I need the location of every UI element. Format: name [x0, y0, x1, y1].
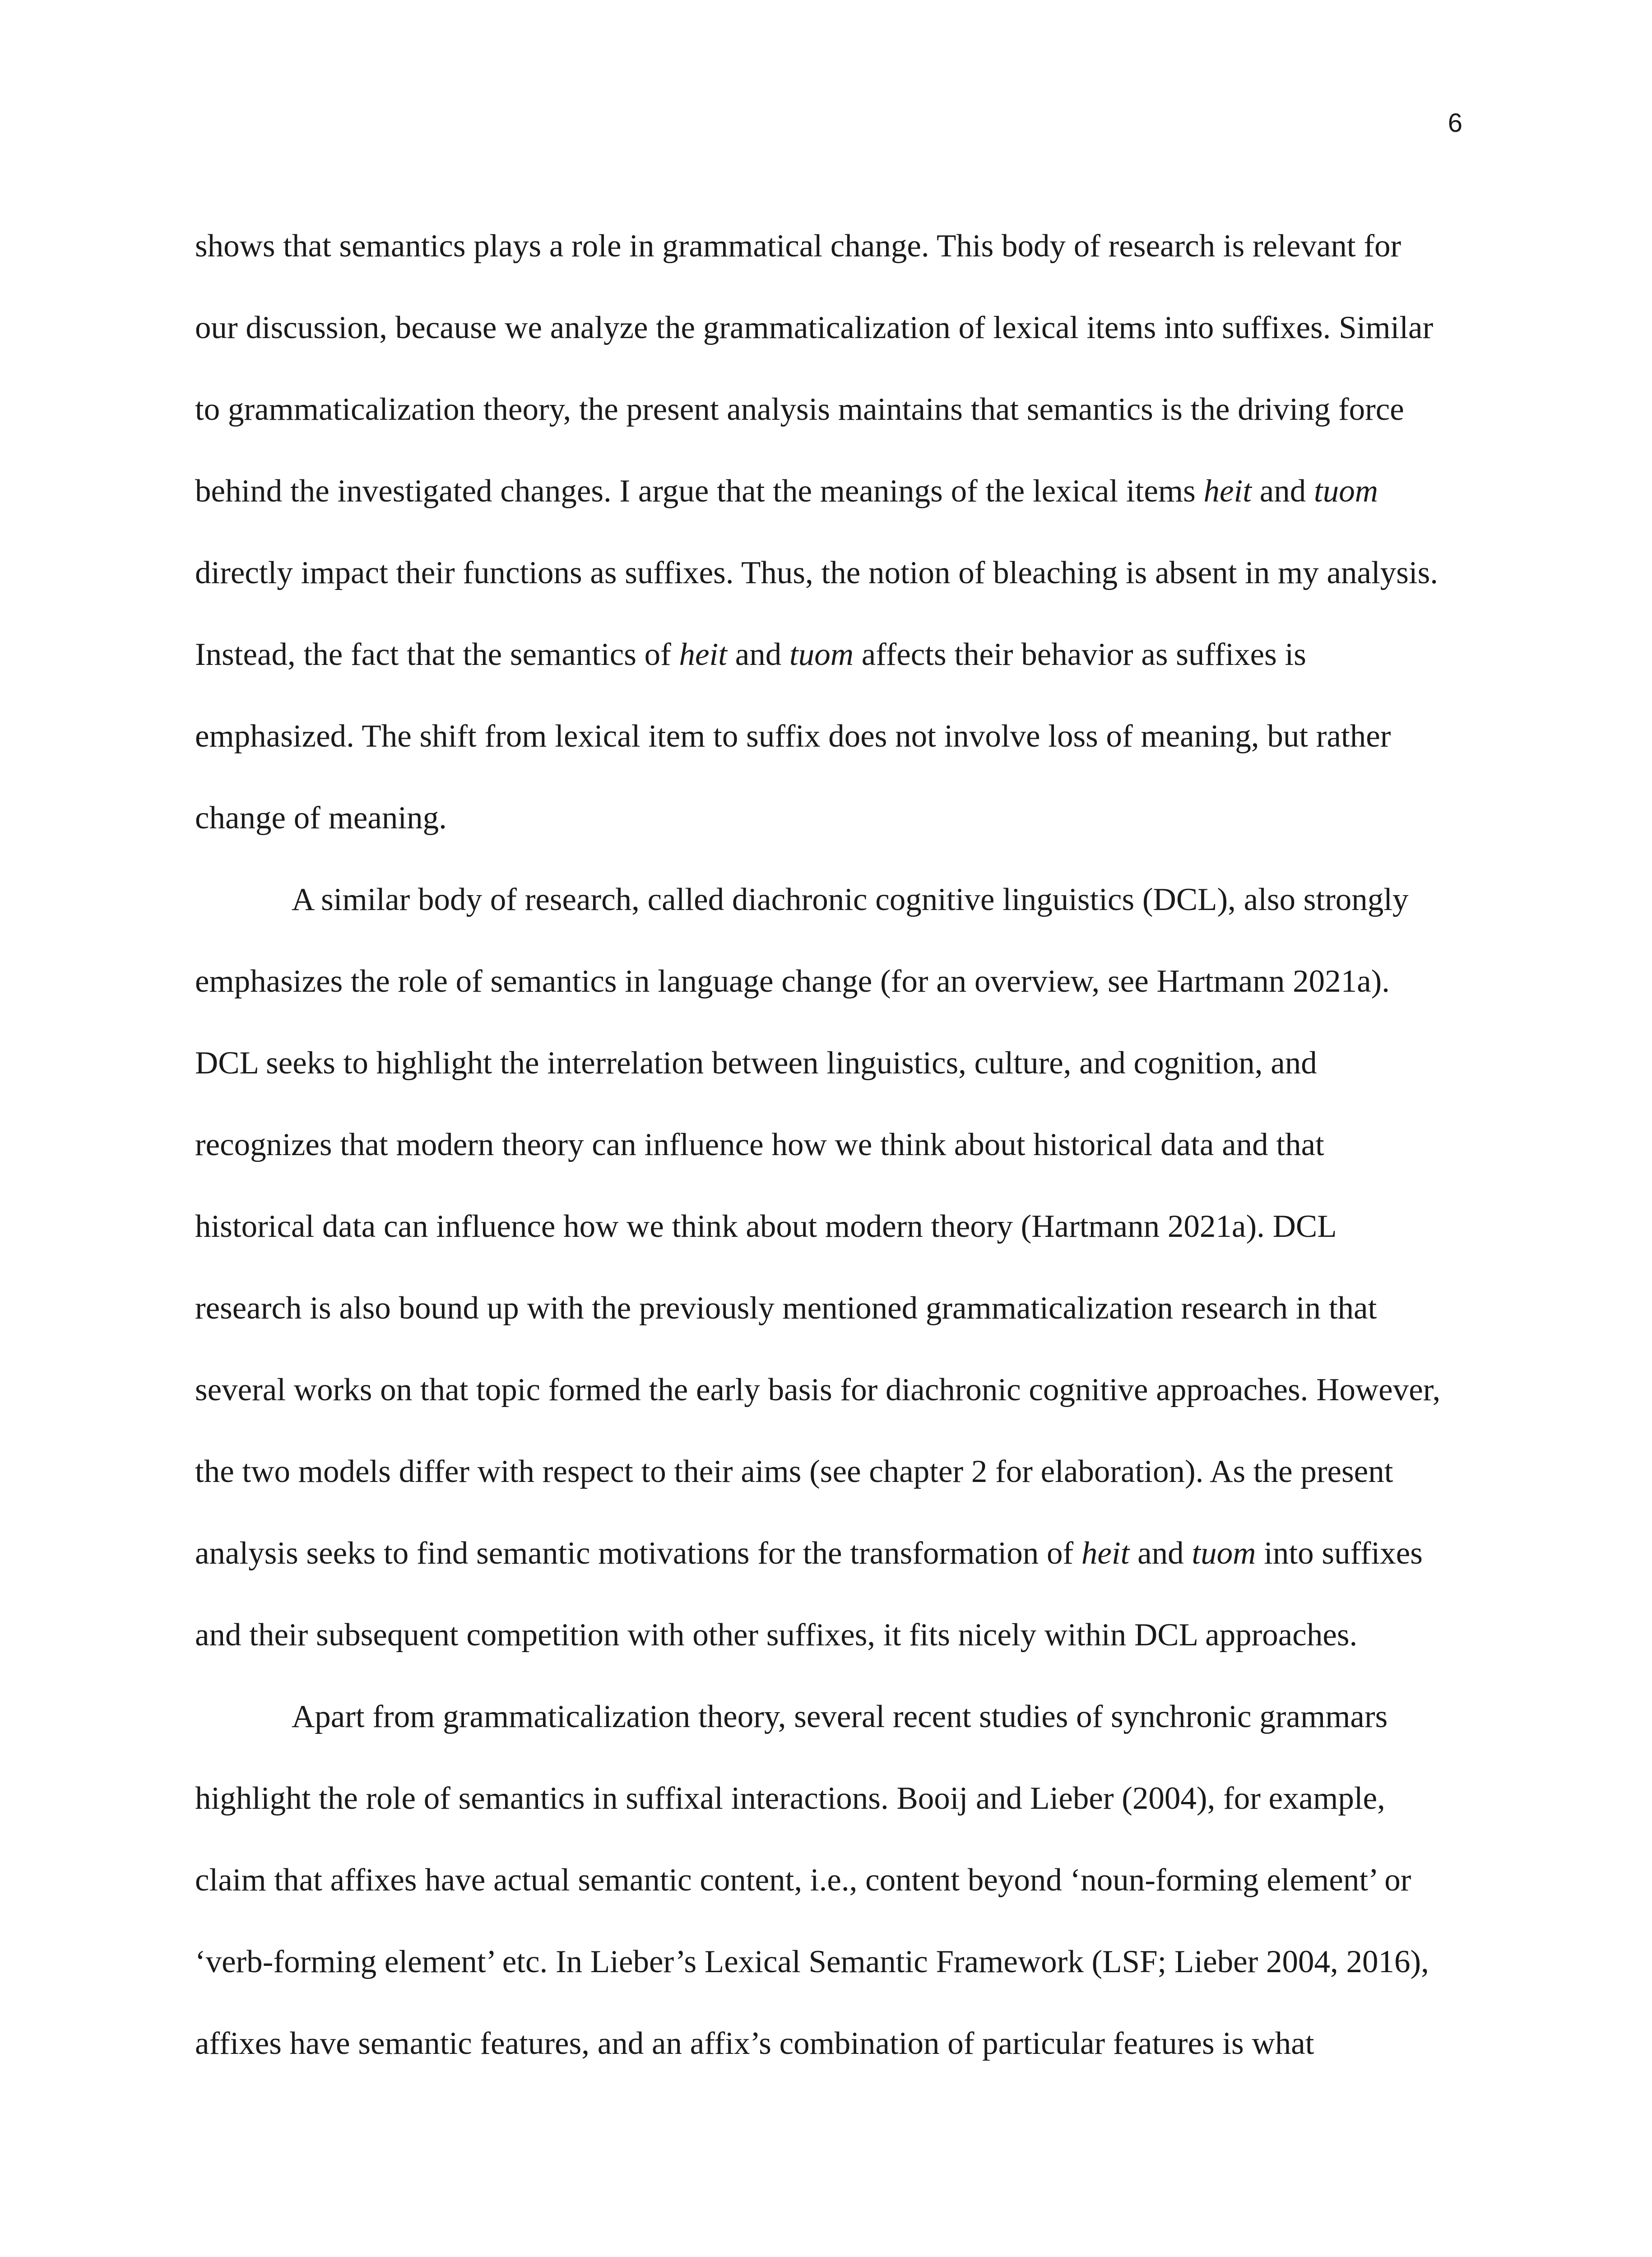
text-line: [195, 369, 1463, 450]
text-run: and: [1251, 474, 1314, 509]
paragraph-first-line: [195, 1676, 1463, 1758]
text-run: emphasizes the role of semantics in language change (for an overview, see Hartmann 2021a).: [195, 964, 1390, 999]
text-run: to grammaticalization theory, the present analysis maintains that semantics is the driving force: [195, 392, 1404, 427]
page-number: 6: [1448, 108, 1462, 138]
text-run: shows that semantics plays a role in grammatical change. This body of research is relevant for: [195, 228, 1401, 264]
text-run: emphasized. The shift from lexical item to suffix does not involve loss of meaning, but rather: [195, 719, 1391, 754]
text-line: [195, 1104, 1463, 1186]
text-run: change of meaning.: [195, 800, 447, 836]
text-line: [195, 1921, 1463, 2003]
text-run: several works on that topic formed the early basis for diachronic cognitive approaches. However,: [195, 1372, 1441, 1407]
text-run: behind the investigated changes. I argue that the meanings of the lexical items: [195, 474, 1204, 509]
text-run: research is also bound up with the previously mentioned grammaticalization research in that: [195, 1291, 1377, 1326]
text-line: [195, 941, 1463, 1022]
body-text: [195, 205, 1463, 2085]
text-line: [195, 1513, 1463, 1594]
text-run: our discussion, because we analyze the grammaticalization of lexical items into suffixes. Similar: [195, 310, 1434, 345]
text-run: Apart from grammaticalization theory, several recent studies of synchronic grammars: [292, 1699, 1388, 1734]
italic-term: heit: [1203, 474, 1252, 509]
text-run: historical data can influence how we think about modern theory (Hartmann 2021a). DCL: [195, 1209, 1337, 1244]
text-run: Instead, the fact that the semantics of: [195, 637, 679, 672]
text-run: and: [727, 637, 789, 672]
text-line: [195, 1431, 1463, 1513]
italic-term: tuom: [1313, 474, 1378, 509]
text-run: the two models differ with respect to their aims (see chapter 2 for elaboration). As the present: [195, 1454, 1393, 1489]
text-line: [195, 1758, 1463, 1839]
text-line: [195, 1022, 1463, 1104]
text-line: [195, 1594, 1463, 1676]
text-line: [195, 777, 1463, 859]
text-line: [195, 1839, 1463, 1921]
italic-term: heit: [1081, 1536, 1130, 1571]
paragraph-first-line: [195, 859, 1463, 941]
text-line: [195, 696, 1463, 777]
text-run: DCL seeks to highlight the interrelation between linguistics, culture, and cognition, and: [195, 1045, 1317, 1081]
text-line: [195, 1186, 1463, 1268]
text-run: directly impact their functions as suffixes. Thus, the notion of bleaching is absent in my analysis.: [195, 555, 1439, 590]
text-run: into suffixes: [1256, 1536, 1423, 1571]
text-run: affects their behavior as suffixes is: [853, 637, 1306, 672]
text-run: and: [1129, 1536, 1192, 1571]
text-run: highlight the role of semantics in suffixal interactions. Booij and Lieber (2004), for example,: [195, 1781, 1385, 1816]
italic-term: heit: [679, 637, 727, 672]
text-run: claim that affixes have actual semantic content, i.e., content beyond ‘noun-forming element’ or: [195, 1862, 1411, 1898]
text-line: [195, 2003, 1463, 2085]
text-run: affixes have semantic features, and an affix’s combination of particular features is what: [195, 2026, 1314, 2061]
text-line: [195, 287, 1463, 369]
text-run: and their subsequent competition with other suffixes, it fits nicely within DCL approaches.: [195, 1617, 1358, 1653]
text-line: [195, 1268, 1463, 1349]
italic-term: tuom: [1192, 1536, 1256, 1571]
text-line: [195, 1349, 1463, 1431]
text-run: A similar body of research, called diachronic cognitive linguistics (DCL), also strongly: [292, 882, 1409, 917]
text-line: [195, 450, 1463, 532]
text-line: [195, 532, 1463, 614]
italic-term: tuom: [789, 637, 854, 672]
text-run: analysis seeks to find semantic motivations for the transformation of: [195, 1536, 1081, 1571]
text-run: recognizes that modern theory can influence how we think about historical data and that: [195, 1127, 1324, 1162]
text-line: [195, 614, 1463, 696]
text-run: ‘verb-forming element’ etc. In Lieber’s Lexical Semantic Framework (LSF; Lieber 2004, 2016),: [195, 1944, 1429, 1979]
text-line: [195, 205, 1463, 287]
